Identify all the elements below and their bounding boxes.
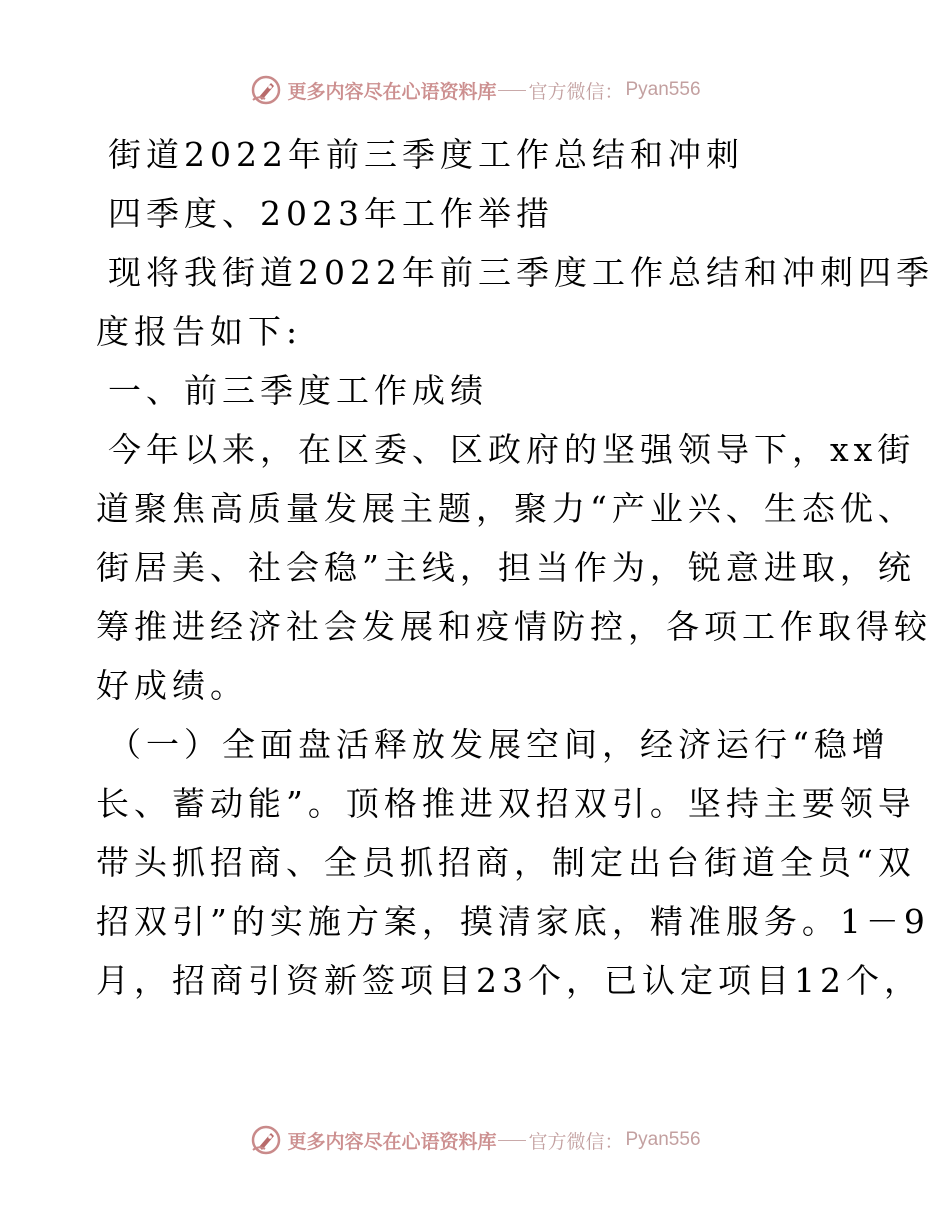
para2-line-5: 月，招商引资新签项目23个，已认定项目12个， bbox=[96, 961, 922, 1000]
intro-line-1: 现将我街道2022年前三季度工作总结和冲刺四季 bbox=[108, 253, 934, 292]
watermark-wechat-id: Pyan556 bbox=[625, 1129, 701, 1150]
pen-nib-logo-icon bbox=[249, 73, 283, 107]
para2-line-4: 招双引”的实施方案，摸清家底，精准服务。1－9 bbox=[96, 902, 930, 941]
header-watermark bbox=[0, 70, 950, 110]
watermark-dash bbox=[498, 90, 526, 91]
para1-line-3: 街居美、社会稳”主线，担当作为，锐意进取，统 bbox=[96, 548, 916, 587]
watermark-official: 官方微信： bbox=[528, 1130, 624, 1153]
intro-line-2: 度报告如下: bbox=[96, 312, 303, 351]
pen-nib-logo-icon bbox=[249, 1123, 283, 1157]
watermark-text: 更多内容尽在心语资料库 bbox=[287, 1130, 497, 1153]
para2-line-2: 长、蓄动能”。顶格推进双招双引。坚持主要领导 bbox=[96, 784, 916, 823]
para1-line-2: 道聚焦高质量发展主题，聚力“产业兴、生态优、 bbox=[96, 489, 916, 528]
watermark-wechat-id: Pyan556 bbox=[625, 79, 701, 100]
watermark-text: 更多内容尽在心语资料库 bbox=[287, 80, 497, 103]
section-heading-1: 一、前三季度工作成绩 bbox=[108, 371, 488, 410]
para1-line-4: 筹推进经济社会发展和疫情防控，各项工作取得较 bbox=[96, 607, 932, 646]
title-line-2: 四季度、2023年工作举措 bbox=[108, 194, 554, 233]
document-body bbox=[96, 125, 934, 1010]
watermark-dash bbox=[498, 1140, 526, 1141]
title-line-1: 街道2022年前三季度工作总结和冲刺 bbox=[108, 135, 744, 174]
watermark-official: 官方微信： bbox=[528, 80, 624, 103]
para2-line-1: （一）全面盘活释放发展空间，经济运行“稳增 bbox=[108, 725, 890, 764]
para1-line-1: 今年以来，在区委、区政府的坚强领导下，xx街 bbox=[108, 430, 916, 469]
footer-watermark bbox=[0, 1120, 950, 1160]
para1-line-5: 好成绩。 bbox=[96, 666, 248, 705]
para2-line-3: 带头抓招商、全员抓招商，制定出台街道全员“双 bbox=[96, 843, 916, 882]
